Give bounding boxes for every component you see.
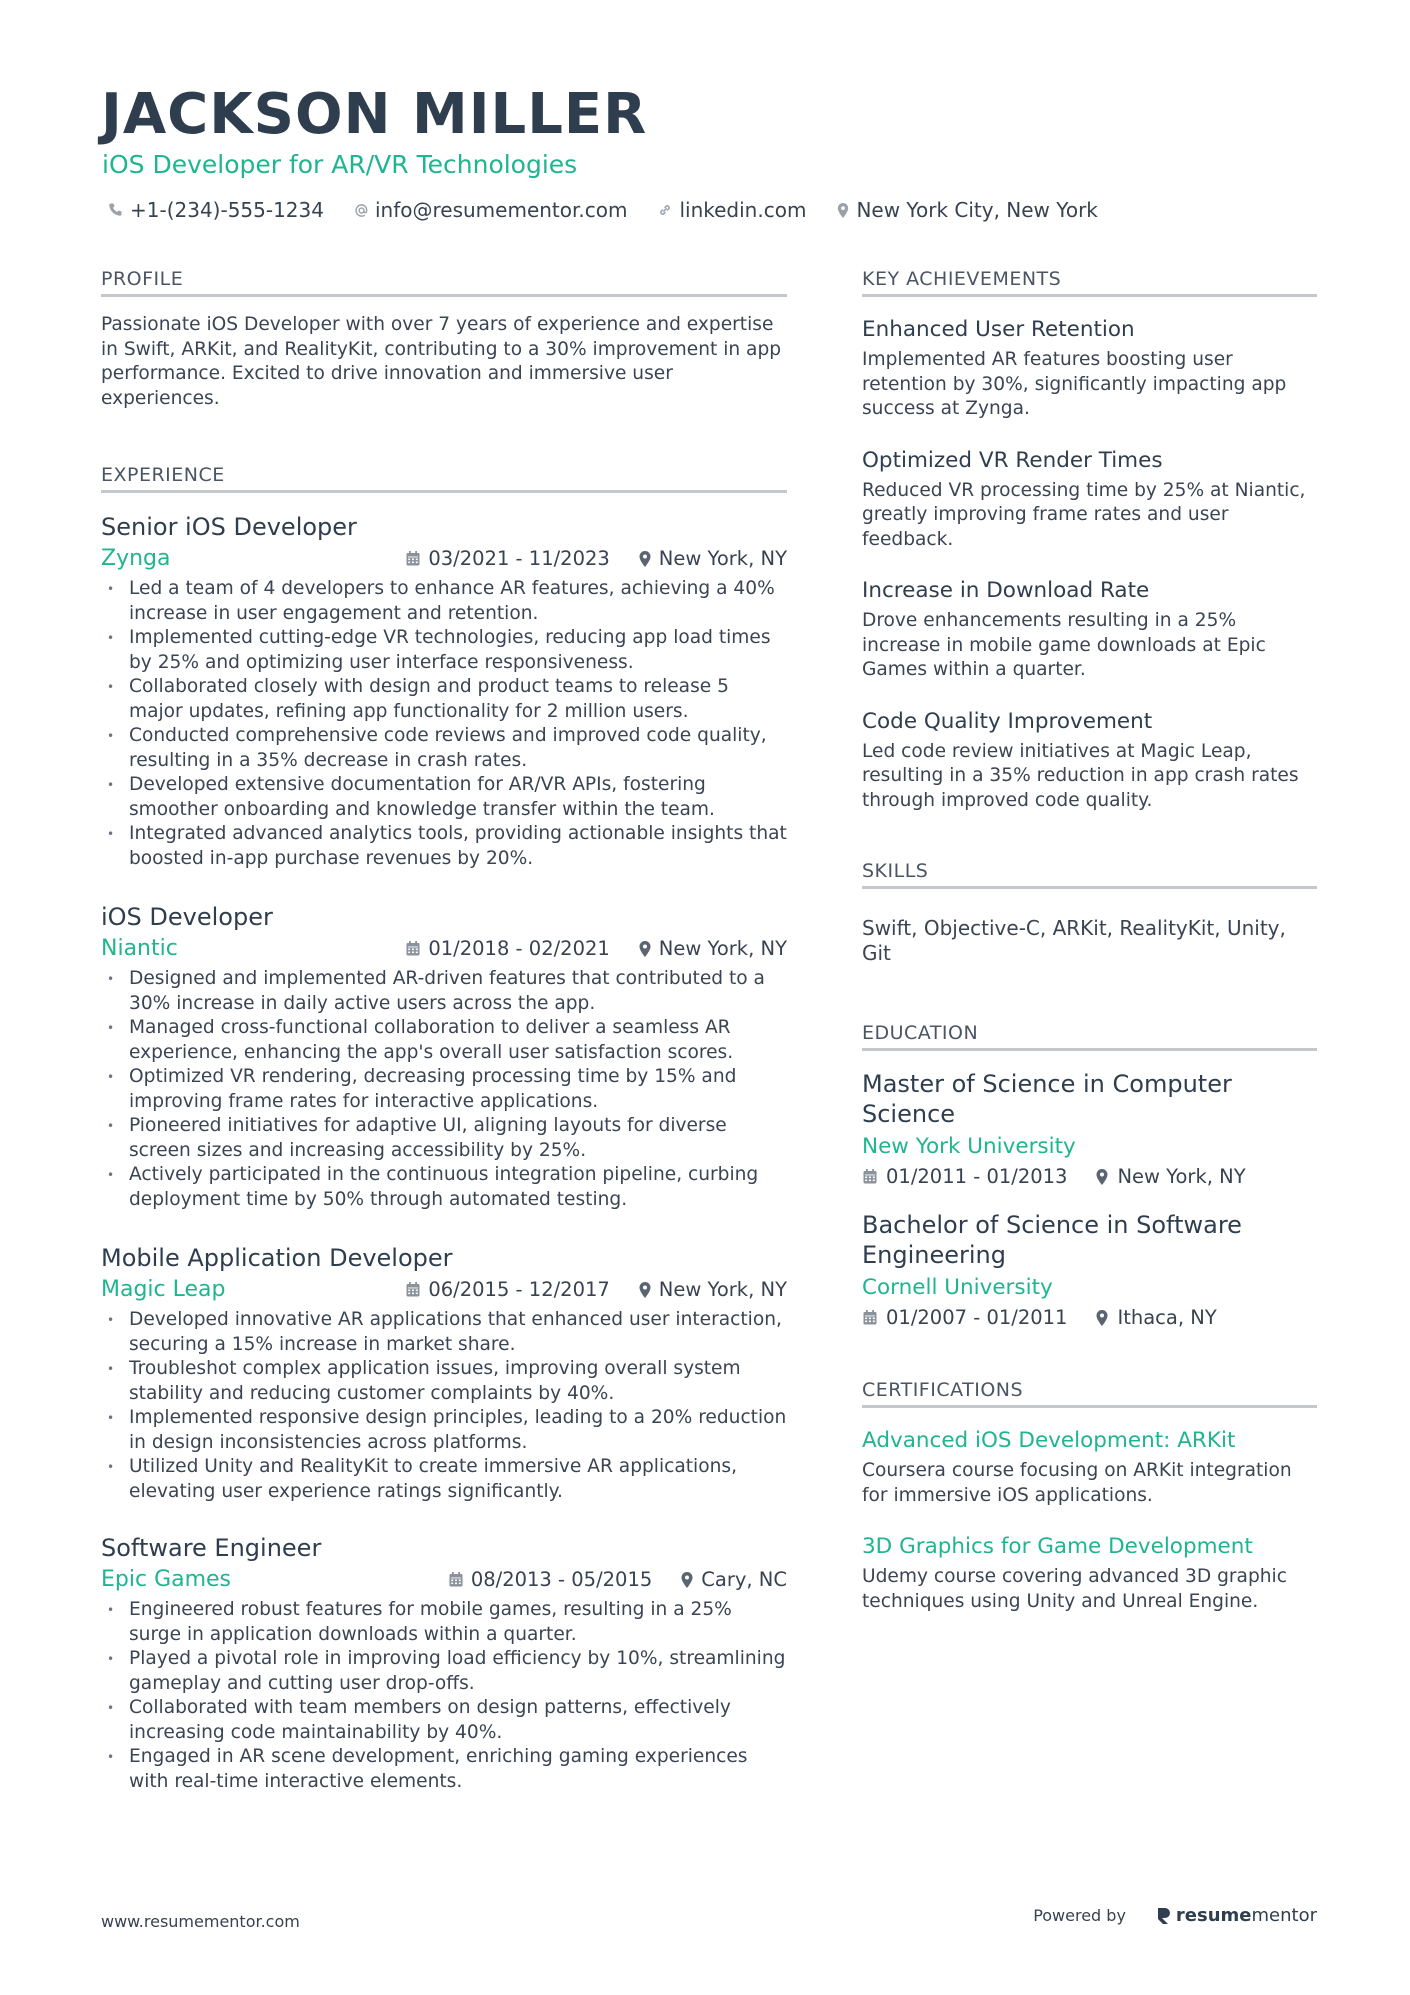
- job-dates: [405, 937, 609, 960]
- powered-by-label: Powered by: [1033, 1906, 1126, 1925]
- map-pin-icon: [836, 202, 850, 219]
- skills-heading: SKILLS: [862, 860, 1317, 889]
- map-pin-icon: [1095, 1309, 1109, 1327]
- left-column: [101, 268, 787, 1794]
- job-bullet: • Managed cross-functional collaboration to deliver a seamless AR experience, enhancing the app's overall user satisfaction scores.: [101, 1016, 787, 1065]
- job-location-text: New York, NY: [658, 547, 787, 570]
- job-title: Software Engineer: [101, 1534, 322, 1562]
- job-bullet: • Developed extensive documentation for AR/VR APIs, fostering smoother onboarding and knowledge transfer within the team.: [101, 773, 787, 822]
- job-meta: [101, 936, 787, 961]
- contact-phone[interactable]: [108, 198, 324, 222]
- achievement-title: Increase in Download Rate: [862, 578, 1150, 603]
- job-bullets: [101, 577, 787, 871]
- achievement-description: Reduced VR processing time by 25% at Niantic, greatly improving frame rates and user feedback.: [862, 479, 1306, 550]
- achievement-description: Drove enhancements resulting in a 25% increase in mobile game downloads at Epic Games within a quarter.: [862, 610, 1266, 680]
- job-dates-location: [448, 1568, 787, 1591]
- job-title: Senior iOS Developer: [101, 513, 357, 541]
- education-degree: Bachelor of Science in Software Engineering: [862, 1211, 1242, 1269]
- achievements-section: [862, 268, 1317, 813]
- email-text: info@resumementor.com: [374, 198, 628, 222]
- job-location: [638, 937, 787, 960]
- achievement-item: [862, 448, 1317, 553]
- job-entry: [101, 903, 787, 1212]
- achievement-item: [862, 317, 1317, 422]
- job-bullet: • Engaged in AR scene development, enriching gaming experiences with real-time interactive elements.: [101, 1745, 787, 1794]
- job-location: [680, 1568, 787, 1591]
- job-bullet: • Implemented responsive design principles, leading to a 20% reduction in design inconsistencies across platforms.: [101, 1406, 787, 1455]
- calendar-icon: [448, 1571, 464, 1588]
- certification-list: [862, 1428, 1317, 1614]
- job-list: [101, 513, 787, 1794]
- education-degree: Master of Science in Computer Science: [862, 1070, 1232, 1128]
- job-company: Niantic: [101, 936, 178, 961]
- education-location-text: New York, NY: [1117, 1165, 1246, 1188]
- job-bullets: [101, 1308, 787, 1504]
- job-bullet: • Integrated advanced analytics tools, providing actionable insights that boosted in-app purchase revenues by 20%.: [101, 822, 787, 871]
- calendar-icon: [405, 1281, 421, 1298]
- job-meta: [101, 1567, 787, 1592]
- achievement-title: Optimized VR Render Times: [862, 447, 1163, 473]
- job-location-text: New York, NY: [658, 937, 787, 960]
- map-pin-icon: [638, 550, 652, 568]
- contact-email[interactable]: [354, 198, 627, 222]
- job-bullet: • Collaborated closely with design and product teams to release 5 major updates, refining app functionality for 2 million users.: [101, 675, 787, 724]
- education-location: [1095, 1306, 1216, 1329]
- education-school: Cornell University: [862, 1275, 1053, 1300]
- achievement-title: Code Quality Improvement: [862, 708, 1153, 734]
- job-dates: [448, 1568, 652, 1591]
- achievements-heading: KEY ACHIEVEMENTS: [862, 268, 1317, 297]
- skills-section: [862, 860, 1317, 966]
- map-pin-icon: [638, 940, 652, 958]
- contact-location: [836, 198, 1097, 222]
- job-bullets: [101, 1598, 787, 1794]
- map-pin-icon: [680, 1571, 694, 1589]
- education-list: [862, 1069, 1317, 1329]
- job-bullet: • Optimized VR rendering, decreasing processing time by 15% and improving frame rates for interactive applications.: [101, 1065, 787, 1114]
- certification-item: [862, 1428, 1317, 1508]
- job-bullet: • Designed and implemented AR-driven features that contributed to a 30% increase in daily active users across the app.: [101, 967, 787, 1016]
- phone-icon: [108, 202, 124, 218]
- education-item: [862, 1210, 1317, 1329]
- certification-item: [862, 1534, 1317, 1614]
- experience-heading: EXPERIENCE: [101, 464, 787, 493]
- skills-list: Swift, Objective-C, ARKit, RealityKit, Unity, Git: [862, 916, 1286, 965]
- profile-heading: PROFILE: [101, 268, 787, 297]
- profile-section: [101, 268, 787, 411]
- job-dates-location: [405, 547, 787, 570]
- job-bullets: [101, 967, 787, 1212]
- job-location-text: Cary, NC: [701, 1568, 787, 1591]
- job-bullet: • Collaborated with team members on design patterns, effectively increasing code maintainability by 40%.: [101, 1696, 787, 1745]
- job-entry: [101, 1534, 787, 1794]
- logo-text-bold: resume: [1175, 1905, 1252, 1926]
- resumementor-logo[interactable]: [1156, 1905, 1317, 1926]
- job-bullet: • Conducted comprehensive code reviews and improved code quality, resulting in a 35% decrease in crash rates.: [101, 724, 787, 773]
- job-meta: [101, 1277, 787, 1302]
- education-dates-text: 01/2007 - 01/2011: [886, 1306, 1068, 1329]
- education-meta: [862, 1306, 1317, 1329]
- achievement-description: Implemented AR features boosting user retention by 30%, significantly impacting app success at Zynga.: [862, 349, 1287, 419]
- calendar-icon: [862, 1168, 878, 1185]
- job-bullet: • Actively participated in the continuous integration pipeline, curbing deployment time by 50% through automated testing.: [101, 1163, 787, 1212]
- job-dates-text: 03/2021 - 11/2023: [428, 547, 610, 570]
- footer-branding: [1033, 1905, 1317, 1926]
- map-pin-icon: [1095, 1168, 1109, 1186]
- candidate-name: JACKSON MILLER: [101, 82, 648, 147]
- education-item: [862, 1069, 1317, 1188]
- job-bullet: • Engineered robust features for mobile games, resulting in a 25% surge in application downloads within a quarter.: [101, 1598, 787, 1647]
- education-school: New York University: [862, 1134, 1076, 1159]
- job-location: [638, 547, 787, 570]
- education-heading: EDUCATION: [862, 1022, 1317, 1051]
- job-dates-text: 06/2015 - 12/2017: [428, 1278, 610, 1301]
- right-column: [862, 268, 1317, 1614]
- job-bullet: • Implemented cutting-edge VR technologies, reducing app load times by 25% and optimizing user interface responsiveness.: [101, 626, 787, 675]
- linkedin-text: linkedin.com: [679, 198, 807, 222]
- job-bullet: • Developed innovative AR applications that enhanced user interaction, securing a 15% increase in market share.: [101, 1308, 787, 1357]
- certification-description: Udemy course covering advanced 3D graphic techniques using Unity and Unreal Engine.: [862, 1566, 1287, 1612]
- education-location: [1095, 1165, 1245, 1188]
- contact-linkedin[interactable]: [657, 198, 806, 222]
- certifications-section: [862, 1379, 1317, 1614]
- job-company: Epic Games: [101, 1567, 232, 1592]
- at-sign-icon: [354, 203, 369, 218]
- job-bullet: • Utilized Unity and RealityKit to create immersive AR applications, elevating user experience ratings significantly.: [101, 1455, 787, 1504]
- education-dates: [862, 1165, 1067, 1188]
- job-title: iOS Developer: [101, 903, 273, 931]
- calendar-icon: [862, 1309, 878, 1326]
- achievement-list: [862, 317, 1317, 813]
- certification-title: 3D Graphics for Game Development: [862, 1534, 1253, 1559]
- certifications-heading: CERTIFICATIONS: [862, 1379, 1317, 1408]
- education-location-text: Ithaca, NY: [1117, 1306, 1217, 1329]
- location-text: New York City, New York: [856, 198, 1098, 222]
- job-dates-location: [405, 1278, 787, 1301]
- job-entry: [101, 1244, 787, 1504]
- job-meta: [101, 546, 787, 571]
- job-dates-text: 08/2013 - 05/2015: [470, 1568, 653, 1591]
- job-company: Magic Leap: [101, 1277, 226, 1302]
- education-meta: [862, 1165, 1317, 1188]
- job-location-text: New York, NY: [658, 1278, 787, 1301]
- profile-summary: Passionate iOS Developer with over 7 years of experience and expertise in Swift, ARKit, and RealityKit, contributing to a 30% improvement in app performance. Excited to drive innovation and immersive user experiences.: [101, 314, 782, 409]
- resumementor-logo-icon: [1156, 1906, 1172, 1926]
- job-company: Zynga: [101, 546, 171, 571]
- job-dates: [405, 1278, 609, 1301]
- calendar-icon: [405, 550, 421, 567]
- logo-text-rest: mentor: [1251, 1905, 1317, 1926]
- candidate-headline: iOS Developer for AR/VR Technologies: [102, 150, 578, 179]
- map-pin-icon: [638, 1281, 652, 1299]
- certification-description: Coursera course focusing on ARKit integration for immersive iOS applications.: [862, 1460, 1292, 1506]
- job-bullet: • Played a pivotal role in improving load efficiency by 10%, streamlining gameplay and cutting user drop-offs.: [101, 1647, 787, 1696]
- job-dates: [405, 547, 609, 570]
- job-location: [638, 1278, 787, 1301]
- job-bullet: • Troubleshot complex application issues, improving overall system stability and reducing customer complaints by 40%.: [101, 1357, 787, 1406]
- job-dates-text: 01/2018 - 02/2021: [428, 937, 610, 960]
- footer-website[interactable]: www.resumementor.com: [101, 1912, 300, 1931]
- education-dates: [862, 1306, 1067, 1329]
- job-bullet: • Led a team of 4 developers to enhance AR features, achieving a 40% increase in user engagement and retention.: [101, 577, 787, 626]
- job-title: Mobile Application Developer: [101, 1244, 453, 1272]
- job-entry: [101, 513, 787, 871]
- phone-text: +1-(234)-555-1234: [130, 198, 324, 222]
- achievement-item: [862, 709, 1317, 814]
- contact-bar: [108, 198, 1128, 222]
- calendar-icon: [405, 940, 421, 957]
- education-dates-text: 01/2011 - 01/2013: [886, 1165, 1068, 1188]
- achievement-description: Led code review initiatives at Magic Leap, resulting in a 35% reduction in app crash rates through improved code quality.: [862, 740, 1299, 811]
- certification-title: Advanced iOS Development: ARKit: [862, 1428, 1236, 1453]
- link-icon: [657, 202, 673, 218]
- achievement-title: Enhanced User Retention: [862, 317, 1135, 342]
- achievement-item: [862, 578, 1317, 683]
- education-section: [862, 1022, 1317, 1329]
- job-bullet: • Pioneered initiatives for adaptive UI, aligning layouts for diverse screen sizes and increasing accessibility by 25%.: [101, 1114, 787, 1163]
- experience-section: [101, 464, 787, 1794]
- job-dates-location: [405, 937, 787, 960]
